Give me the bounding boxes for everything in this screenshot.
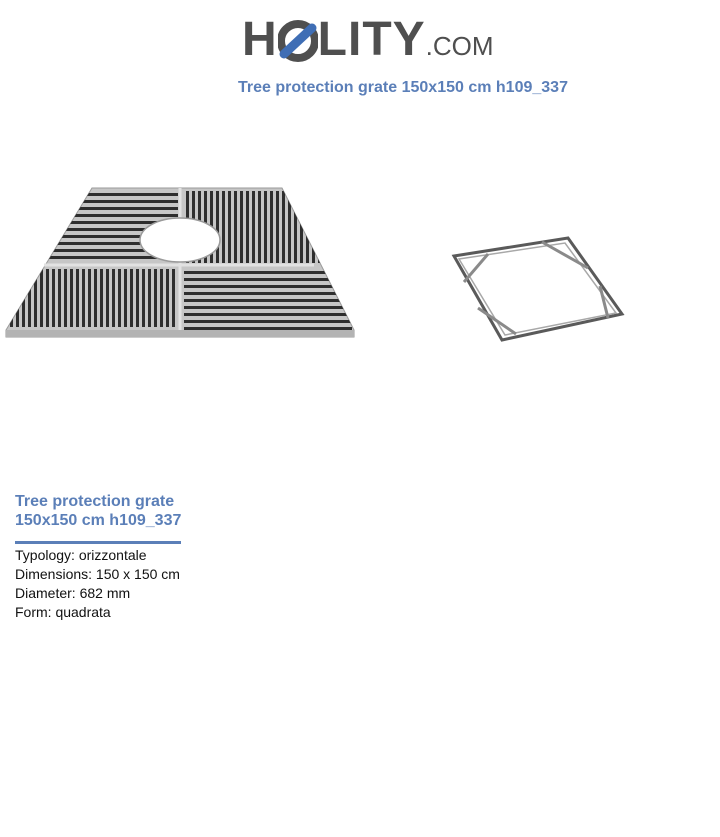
grate-slot [252, 191, 255, 263]
product-title-line2: 150x150 cm h109_337 [15, 512, 182, 529]
grate-slot [258, 191, 261, 263]
grate-slot [318, 191, 321, 263]
grate-slot [276, 191, 279, 263]
logo-suffix: .COM [425, 31, 494, 61]
grate-slot [24, 193, 178, 196]
grate-slot [154, 269, 157, 327]
grate-slot [294, 191, 297, 263]
grate-slot [16, 269, 19, 327]
grate-slot [58, 269, 61, 327]
grate-slot [184, 320, 352, 323]
grate-slot [124, 269, 127, 327]
grate-slot [24, 214, 178, 217]
grate-slot [118, 269, 121, 327]
grate-slot [106, 269, 109, 327]
grate-slot [130, 269, 133, 327]
grate-slot [184, 313, 352, 316]
grate-slot [160, 269, 163, 327]
grate-slot [330, 191, 333, 263]
product-title-line1: Tree protection grate [15, 493, 175, 510]
page-title: Tree protection grate 150x150 cm h109_337 [238, 79, 568, 96]
grate-slot [306, 191, 309, 263]
title-divider [15, 541, 181, 544]
product-title [15, 492, 215, 530]
grate-slot [228, 191, 231, 263]
grate-slot [240, 191, 243, 263]
grate-slot [22, 269, 25, 327]
logo-o-icon [278, 14, 318, 66]
spec-typology: Typology: orizzontale [15, 547, 147, 563]
spec-list [15, 546, 180, 622]
grate-slot [94, 269, 97, 327]
grate-slot [46, 269, 49, 327]
grate-slot [112, 269, 115, 327]
grate-slot [82, 269, 85, 327]
grate-slot [222, 191, 225, 263]
grate-slot [70, 269, 73, 327]
frame-product-image[interactable] [450, 234, 626, 344]
grate-slot [348, 191, 351, 263]
grate-slot [270, 191, 273, 263]
grate-slot [184, 327, 352, 330]
grate-slot [216, 191, 219, 263]
grate-product-image[interactable] [4, 185, 356, 340]
grate-slot [52, 269, 55, 327]
grate-slot [88, 269, 91, 327]
grate-slot [76, 269, 79, 327]
grate-slot [184, 306, 352, 309]
grate-slot [342, 191, 345, 263]
grate-slot [148, 269, 151, 327]
grate-slot [336, 191, 339, 263]
grate-slot [136, 269, 139, 327]
grate-slot [34, 269, 37, 327]
grate-slot [184, 271, 352, 274]
grate-slot [234, 191, 237, 263]
grate-slot [324, 191, 327, 263]
grate-slot [24, 200, 178, 203]
grate-slot [312, 191, 315, 263]
logo-letters-lity: LITY [317, 13, 426, 66]
spec-dimensions: Dimensions: 150 x 150 cm [15, 566, 180, 582]
grate-slot [100, 269, 103, 327]
grate-slot [264, 191, 267, 263]
grate-slot [246, 191, 249, 263]
spec-form: Form: quadrata [15, 604, 111, 620]
grate-slot [172, 269, 175, 327]
grate-slot [28, 269, 31, 327]
grate-slot [166, 269, 169, 327]
spec-diameter: Diameter: 682 mm [15, 585, 131, 601]
grate-slot [184, 292, 352, 295]
grate-slot [184, 299, 352, 302]
grate-slot [24, 207, 178, 210]
grate-slot [184, 285, 352, 288]
grate-slot [282, 191, 285, 263]
grate-slot [300, 191, 303, 263]
grate-slot [142, 269, 145, 327]
grate-slot [184, 278, 352, 281]
grate-slot [40, 269, 43, 327]
grate-slot [64, 269, 67, 327]
logo-letter-h: H [242, 13, 278, 66]
